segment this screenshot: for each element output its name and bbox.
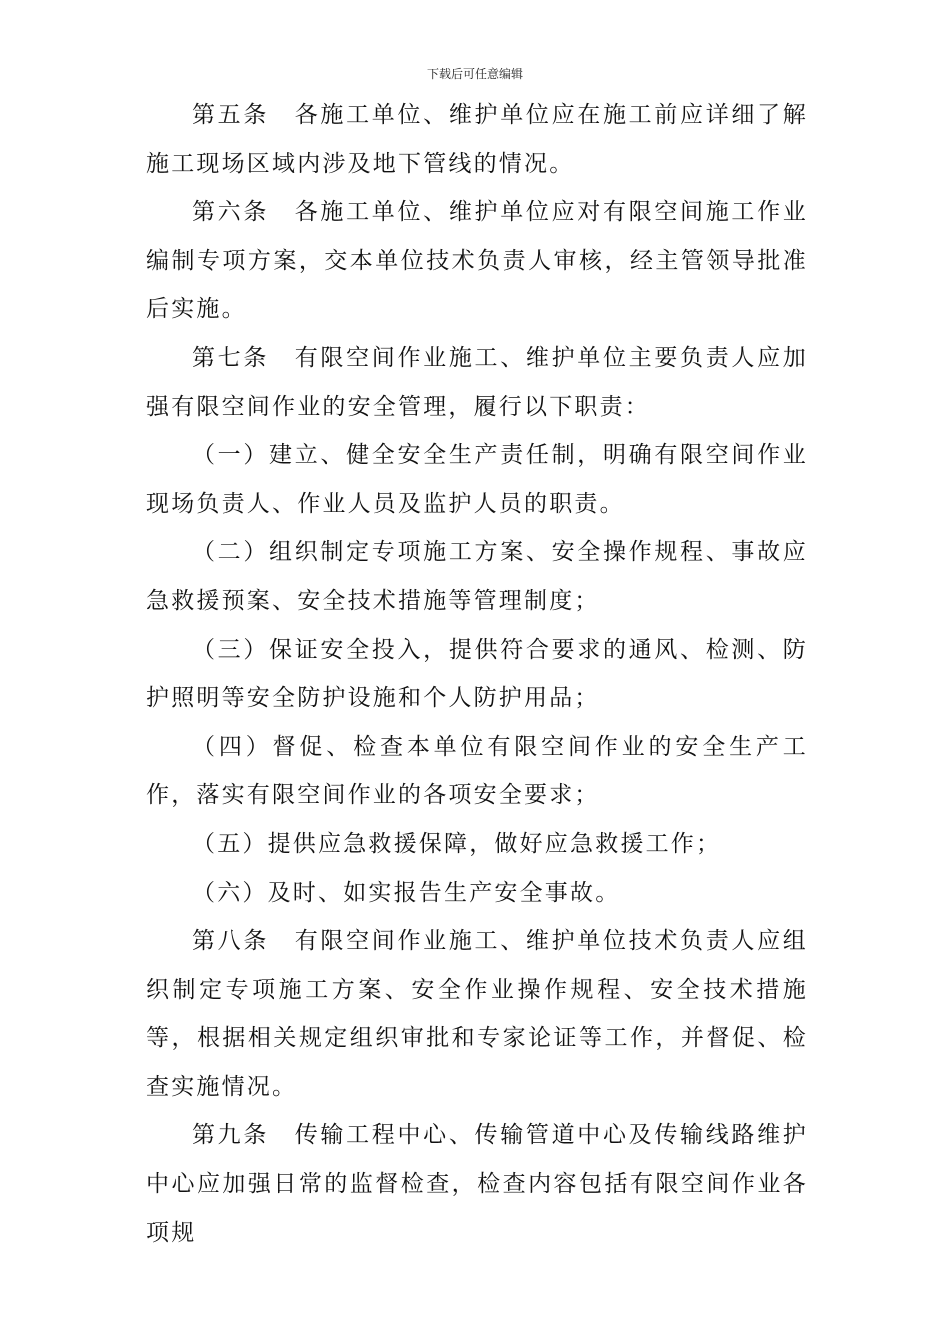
article-9-paragraph: 第九条 传输工程中心、传输管道中心及传输线路维护中心应加强日常的监督检查，检查内容包括有限空间作业各项规 — [146, 1122, 808, 1246]
duty-item-5: （五）提供应急救援保障，做好应急救援工作； — [192, 830, 722, 857]
duty-item-6: （六）及时、如实报告生产安全事故。 — [192, 879, 621, 906]
page-header: 下载后可任意编辑 — [426, 67, 523, 81]
duty-item-2: （二）组织制定专项施工方案、安全操作规程、事故应急救援预案、安全技术措施等管理制度； — [146, 539, 808, 614]
article-8-paragraph: 第八条 有限空间作业施工、维护单位技术负责人应组织制定专项施工方案、安全作业操作规程、安全技术措施等，根据相关规定组织审批和专家论证等工作，并督促、检查实施情况。 — [146, 928, 808, 1100]
duty-item-4: （四）督促、检查本单位有限空间作业的安全生产工作，落实有限空间作业的各项安全要求； — [146, 733, 808, 809]
article-6-paragraph: 第六条 各施工单位、维护单位应对有限空间施工作业编制专项方案，交本单位技术负责人审核，经主管领导批准后实施。 — [146, 199, 808, 323]
document-body — [146, 91, 808, 1257]
duty-item-3: （三）保证安全投入，提供符合要求的通风、检测、防护照明等安全防护设施和个人防护用品； — [146, 636, 808, 712]
duty-item-1: （一）建立、健全安全生产责任制，明确有限空间作业现场负责人、作业人员及监护人员的职责。 — [146, 442, 808, 517]
article-7-paragraph: 第七条 有限空间作业施工、维护单位主要负责人应加强有限空间作业的安全管理，履行以下职责： — [146, 344, 808, 420]
article-5-paragraph: 第五条 各施工单位、维护单位应在施工前应详细了解施工现场区域内涉及地下管线的情况。 — [146, 102, 808, 177]
